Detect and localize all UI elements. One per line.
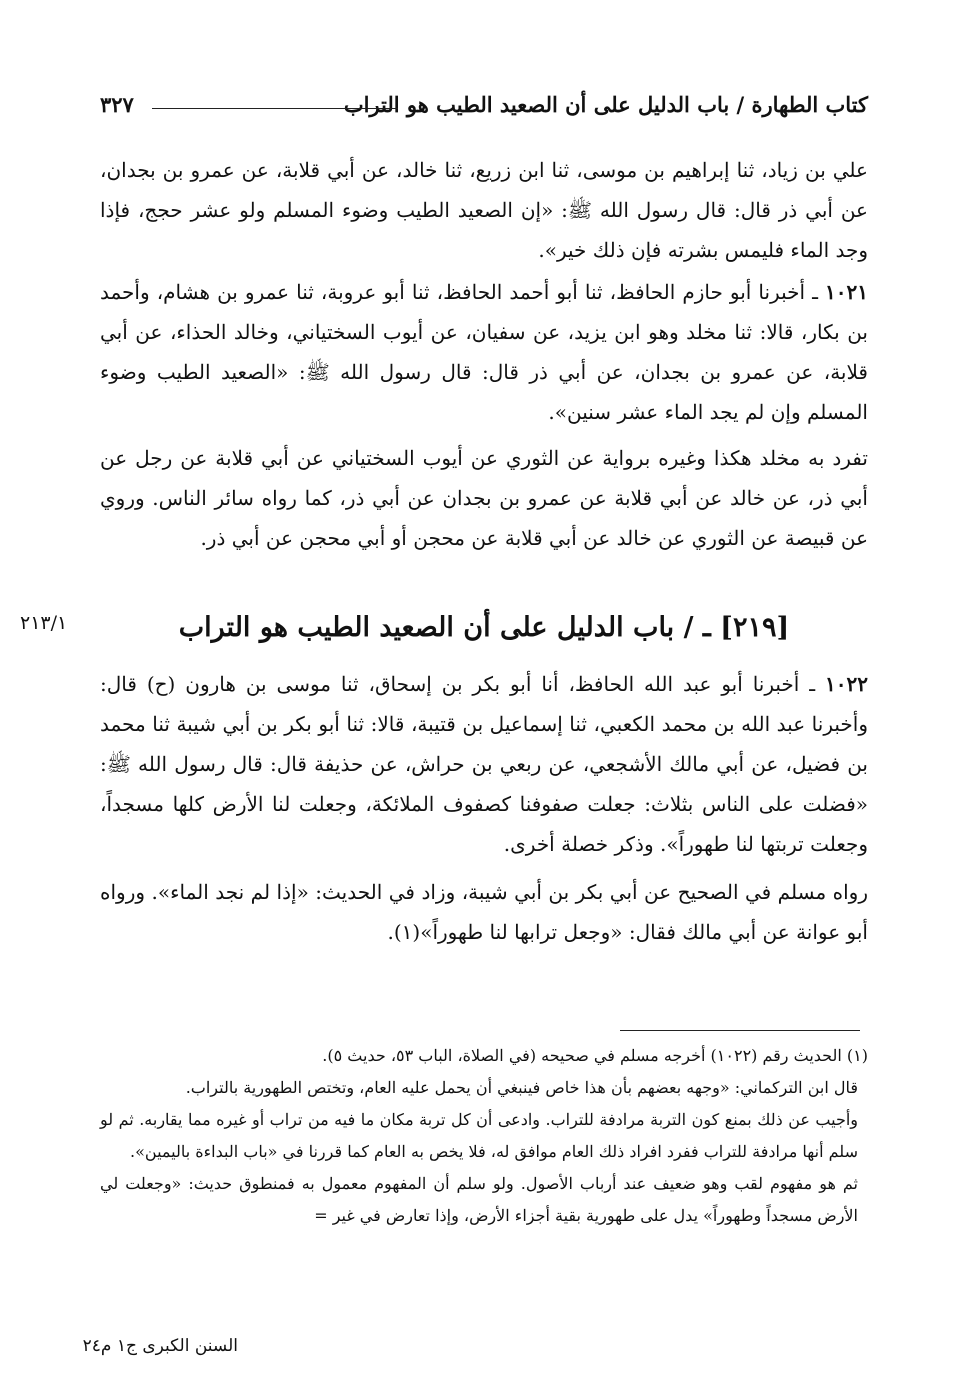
header-rule <box>152 108 398 109</box>
hadith-1021-text: ـ أخبرنا أبو حازم الحافظ، ثنا أبو أحمد الحافظ، ثنا أبو عروبة، ثنا عمرو بن هشام، وأحمد بن بكار، قالا: ثنا مخلد وهو ابن يزيد، عن سفيان، عن أيوب السختياني، وخالد الحذاء، عن أبي قلابة، عن عمرو بن بجدان، عن أبي ذر قال: قال رسول الله ﷺ: «الصعيد الطيب وضوء المسلم وإن لم يجد الماء عشر سنين». <box>100 280 868 424</box>
footnote-1-para-4: ثم هو مفهوم لقب وهو ضعيف عند أرباب الأصول. ولو سلم أن المفهوم معمول به فمنطوق حديث: «وجعلت لي الأرض مسجداً وطهوراً» يدل على طهورية بقية أجزاء الأرض، وإذا تعارض في غير = <box>100 1174 858 1225</box>
hadith-number-1022: ١٠٢٢ <box>825 672 869 696</box>
paragraph-1-text: علي بن زياد، ثنا إبراهيم بن موسى، ثنا ابن زريع، ثنا خالد، عن أبي قلابة، عن عمرو بن بجدان، عن أبي ذر قال: قال رسول الله ﷺ: «إن الصعيد الطيب وضوء المسلم ولو عشر حجج، فإذا وجد الماء فليمس بشرته فإن ذلك خير». <box>100 158 868 262</box>
paragraph-hadith-1021 <box>100 272 868 432</box>
margin-reference: ٢١٣/١ <box>20 612 68 634</box>
muslim-note-text: رواه مسلم في الصحيح عن أبي بكر بن أبي شيبة، وزاد في الحديث: «إذا لم نجد الماء». ورواه أبو عوانة عن أبي مالك فقال: «وجعل ترابها لنا طهوراً»(١). <box>100 880 868 944</box>
hadith-number-1021: ١٠٢١ <box>825 280 868 304</box>
footnote-separator <box>620 1030 860 1031</box>
paragraph-hadith-1022 <box>100 664 868 864</box>
printer-signature: السنن الكبرى ج١ م٢٤ <box>82 1336 238 1356</box>
paragraph-1 <box>100 150 868 270</box>
running-header <box>100 88 868 128</box>
hadith-1022-text: ـ أخبرنا أبو عبد الله الحافظ، أنا أبو بكر بن إسحاق، ثنا موسى بن هارون (ح) قال: وأخبرنا عبد الله بن محمد الكعبي، ثنا إسماعيل بن قتيبة، قالا: ثنا أبو بكر بن أبي شيبة ثنا محمد بن فضيل، عن أبي مالك الأشجعي، عن ربعي بن حراش، عن حذيفة قال: قال رسول الله ﷺ: «فضلت على الناس بثلاث: جعلت صفوفنا كصفوف الملائكة، وجعلت لنا الأرض كلها مسجداً، وجعلت تربتها لنا طهوراً». وذكر خصلة أخرى. <box>100 672 868 856</box>
footnote-1-para-3: وأجيب عن ذلك بمنع كون التربة مرادفة للتراب. وادعى أن كل تربة مكان ما فيه من تراب أو غيره مما يقاربه. ثم لو سلم أنها مرادفة للتراب ففرد افراد ذلك العام موافق له، فلا يخص به العام كما قررنا في «باب البداءة باليمين». <box>100 1110 858 1161</box>
paragraph-muslim-note <box>100 872 868 952</box>
chapter-heading: [٢١٩] ـ / باب الدليل على أن الصعيد الطيب هو التراب <box>178 612 790 643</box>
footnotes <box>100 1040 868 1232</box>
page-number: ٣٢٧ <box>100 92 134 117</box>
header-title: كتاب الطهارة / باب الدليل على أن الصعيد الطيب هو التراب <box>343 92 868 117</box>
footnote-1: (١) الحديث رقم (١٠٢٢) أخرجه مسلم في صحيحه (في الصلاة، الباب ٥٣، حديث ٥). <box>322 1046 868 1065</box>
commentary-text: تفرد به مخلد هكذا وغيره برواية عن الثوري عن أيوب السختياني عن أبي قلابة عن رجل عن أبي ذر، عن خالد عن أبي قلابة عن عمرو بن بجدان عن أبي ذر، كما رواه سائر الناس. وروي عن قبيصة عن الثوري عن خالد عن أبي قلابة عن محجن أو أبي محجن عن أبي ذر. <box>100 446 868 550</box>
paragraph-commentary <box>100 438 868 558</box>
footnote-1-para-2: قال ابن التركماني: «وجهه بعضهم بأن هذا خاص فينبغي أن يحمل عليه العام، وتختص الطهورية بالتراب. <box>185 1078 858 1097</box>
